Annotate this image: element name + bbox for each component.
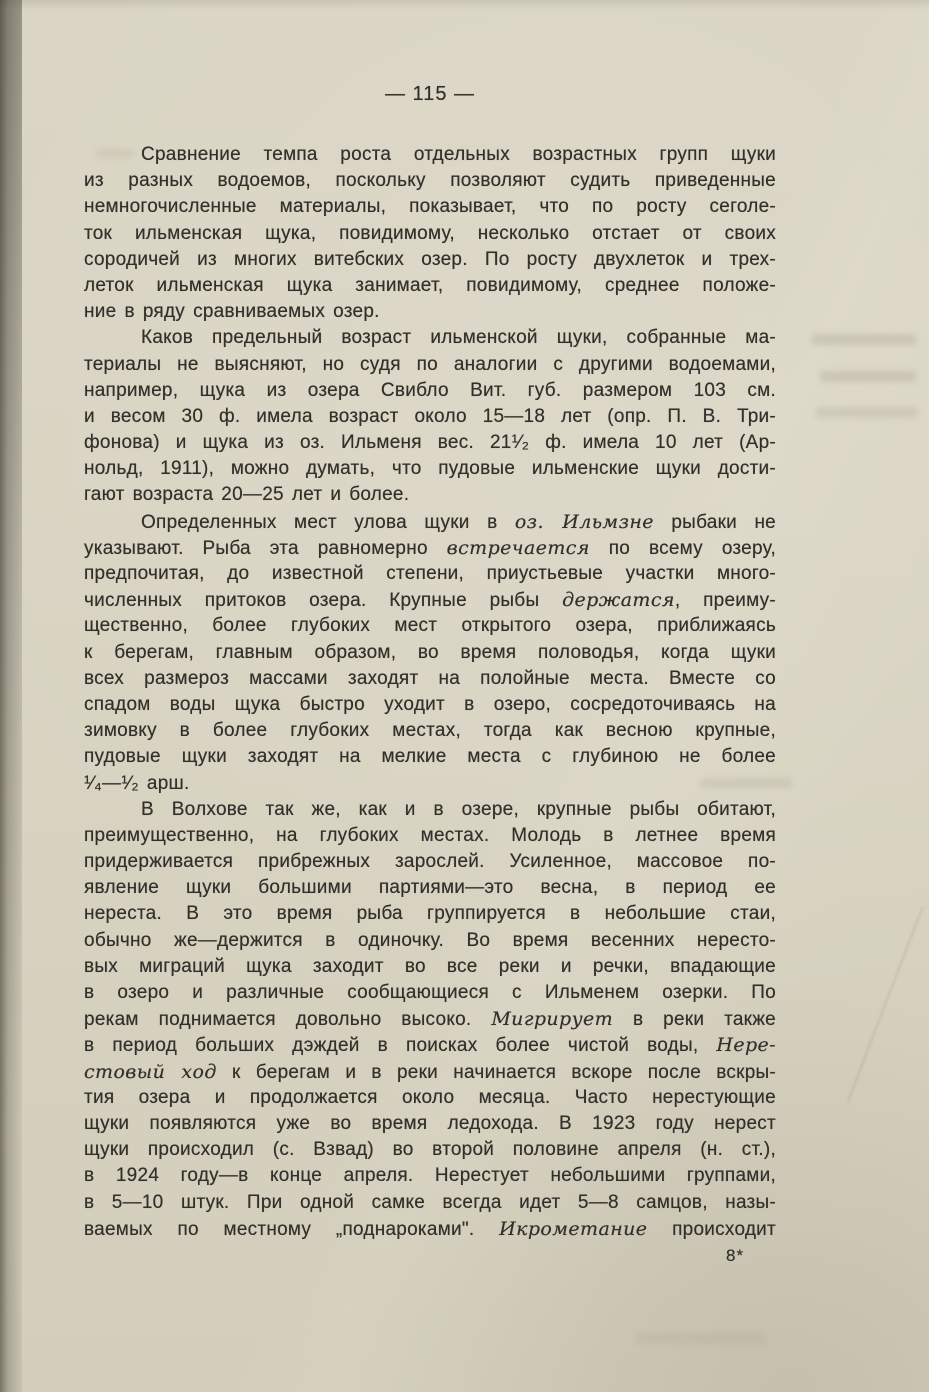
emphasized-text: встречается <box>446 536 590 559</box>
text-line <box>84 928 776 954</box>
text-segment: Определенных мест улова щуки в <box>141 511 515 533</box>
text-segment: явление щуки большими партиями—это весна, в период ее <box>84 877 776 899</box>
text-segment: ваемых по местному „поднароками". <box>84 1218 500 1240</box>
text-line <box>84 980 776 1006</box>
text-segment: в реки также <box>613 1009 776 1031</box>
text-line <box>84 168 776 194</box>
text-line <box>84 509 776 535</box>
bleed-through-mark <box>636 1332 766 1345</box>
text-segment: щуки происходил (с. Взвад) во второй половине апреля (н. ст.), <box>84 1139 776 1161</box>
text-segment: ние в ряду сравниваемых озер. <box>84 301 380 323</box>
emphasized-text: Нере- <box>716 1034 776 1057</box>
text-line <box>84 875 776 901</box>
text-line <box>84 1163 776 1189</box>
text-line <box>84 273 776 299</box>
page-edge-shadow <box>0 0 22 1392</box>
text-segment: Каков предельный возраст ильменской щуки, собранные ма- <box>141 327 776 349</box>
text-segment: фонова) и щука из оз. Ильменя вес. 21¹⁄₂ ф. имела 10 лет (Ар- <box>84 432 776 454</box>
text-segment: в 1924 году—в конце апреля. Нерестует небольшими группами, <box>84 1165 776 1187</box>
emphasized-text: держатся <box>562 589 675 612</box>
text-line <box>84 718 776 744</box>
text-segment: в 5—10 штук. При одной самке всегда идет 5—8 самцов, назы- <box>84 1191 776 1213</box>
text-segment: щуки появляются уже во время ледохода. В 1923 году нерест <box>84 1112 776 1134</box>
text-segment: Сравнение темпа роста отдельных возрастных групп щуки <box>141 144 776 165</box>
text-segment: например, щука из озера Свибло Вит. губ. размером 103 см. <box>84 379 776 401</box>
text-line <box>84 430 776 456</box>
text-segment: преимущественно, на глубоких местах. Молодь в летнее время <box>84 824 776 846</box>
text-line <box>84 142 776 168</box>
text-line <box>84 247 776 273</box>
body-text <box>84 142 776 1242</box>
bleed-through-mark <box>820 371 916 382</box>
text-line <box>84 849 776 875</box>
text-segment: спадом воды щука быстро уходит в озеро, сосредоточиваясь на <box>84 693 776 715</box>
text-line <box>84 587 776 613</box>
text-segment: в озеро и различные сообщающиеся с Ильменем озерки. По <box>84 982 776 1003</box>
text-segment: рекам поднимается довольно высоко. <box>84 1009 492 1031</box>
text-line <box>84 535 776 561</box>
text-segment: вых миграций щука заходит во все реки и речки, впадающие <box>84 955 776 977</box>
text-line <box>84 1085 776 1111</box>
text-line <box>84 352 776 378</box>
text-line <box>84 194 776 220</box>
text-line <box>84 823 776 849</box>
text-segment: нольд, 1911), можно думать, что пудовые ильменские щуки дости- <box>84 458 776 480</box>
text-segment: численных притоков озера. Крупные рыбы <box>84 590 563 612</box>
text-line <box>84 692 776 718</box>
text-segment: придерживается прибрежных зарослей. Усиленное, массовое по- <box>84 851 776 873</box>
text-segment: по всему озеру, <box>589 537 776 559</box>
text-segment: к берегам и в реки начинается вскоре после вскры- <box>216 1061 776 1083</box>
text-segment: сородичей из многих витебских озер. По росту двухлеток и трех- <box>84 248 776 270</box>
bleed-through-mark <box>816 407 918 418</box>
text-line <box>84 901 776 927</box>
text-segment: зимовку в более глубоких местах, тогда как весною крупные, <box>84 720 776 742</box>
text-segment: в период больших дэждей в поисках более чистой воды, <box>84 1035 717 1057</box>
text-line <box>84 561 776 587</box>
text-segment: нереста. В это время рыба группируется в небольшие стаи, <box>84 903 776 925</box>
text-line <box>84 299 776 325</box>
signature-mark: 8* <box>726 1246 745 1265</box>
text-line <box>84 1059 776 1085</box>
text-segment: В Волхове так же, как и в озере, крупные рыбы обитают, <box>141 798 776 820</box>
emphasized-text: Мигрирует <box>491 1008 614 1031</box>
text-segment: из разных водоемов, поскольку позволяют судить приведенные <box>84 170 776 192</box>
text-segment: щественно, более глубоких мест открытого озера, приближаясь <box>84 615 776 637</box>
text-line <box>84 378 776 404</box>
text-line <box>84 954 776 980</box>
emphasized-text: оз. Ильмзне <box>514 510 654 533</box>
text-segment: тия озера и продолжается около месяца. Часто нерестующие <box>84 1086 776 1108</box>
text-line <box>84 640 776 666</box>
text-line <box>84 1216 776 1242</box>
text-line <box>84 744 776 770</box>
text-segment: ¹⁄₄—¹⁄₂ арш. <box>84 772 190 794</box>
text-segment: ток ильменская щука, повидимому, несколько отстает от своих <box>84 222 776 244</box>
text-line <box>84 1190 776 1216</box>
page-number: — 115 — <box>385 83 475 105</box>
text-segment: указывают. Рыба эта равномерно <box>84 537 447 559</box>
text-segment: обычно же—держится в одиночку. Во время весенних нересто- <box>84 929 776 951</box>
text-line <box>84 613 776 639</box>
text-line <box>84 325 776 351</box>
text-segment: всех размероз массами заходят на полойные места. Вместе со <box>84 667 776 689</box>
text-line <box>84 1111 776 1137</box>
emphasized-text: стовый ход <box>84 1060 217 1083</box>
text-segment: териалы не выясняют, но судя по аналогии с другими водоемами, <box>84 353 776 375</box>
text-segment: , преиму- <box>674 590 776 612</box>
text-line <box>84 1032 776 1058</box>
text-line <box>84 404 776 430</box>
text-line <box>84 1137 776 1163</box>
text-line <box>84 797 776 823</box>
text-segment: гают возраста 20—25 лет и более. <box>84 484 410 506</box>
bleed-through-mark <box>812 334 916 345</box>
text-segment: пудовые щуки заходят на мелкие места с глубиною не более <box>84 746 776 768</box>
text-line <box>84 221 776 247</box>
text-segment: предпочитая, до известной степени, приустьевые участки много- <box>84 563 776 584</box>
text-segment: леток ильменская щука занимает, повидимому, среднее положе- <box>84 274 776 296</box>
emphasized-text: Икрометание <box>499 1217 648 1240</box>
text-segment: к берегам, главным образом, во время половодья, когда щуки <box>84 641 776 663</box>
text-line <box>84 1006 776 1032</box>
text-segment: и весом 30 ф. имела возраст около 15—18 лет (опр. П. В. Три- <box>84 405 776 427</box>
paper-crease <box>846 907 923 1104</box>
text-line <box>84 666 776 692</box>
text-segment: немногочисленные материалы, показывает, что по росту сеголе- <box>84 196 776 218</box>
text-line <box>84 456 776 482</box>
text-segment: происходит <box>647 1218 776 1240</box>
text-line <box>84 771 776 797</box>
text-segment: рыбаки не <box>653 511 777 533</box>
text-line <box>84 482 776 508</box>
